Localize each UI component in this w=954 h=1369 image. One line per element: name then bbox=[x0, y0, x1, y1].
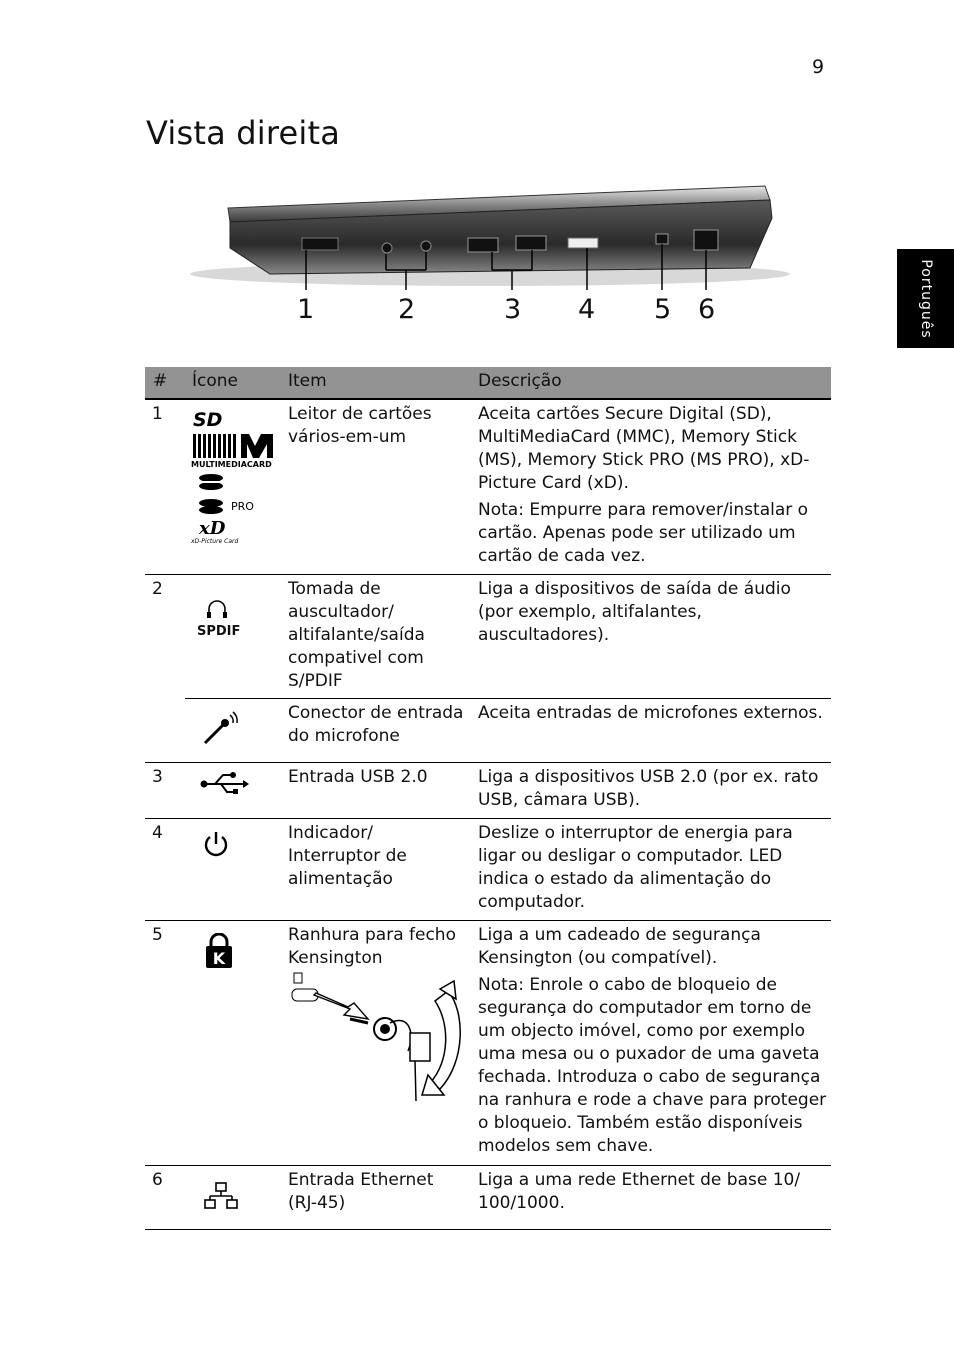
callout-2: 2 bbox=[398, 294, 416, 325]
callout-5: 5 bbox=[654, 294, 672, 325]
item-description: Liga a dispositivos USB 2.0 (por ex. rato USB, câmara USB). bbox=[478, 767, 819, 810]
description-note bbox=[478, 499, 828, 568]
language-tab-label: Português bbox=[917, 258, 934, 339]
svg-text:K: K bbox=[212, 949, 226, 968]
power-icon bbox=[203, 831, 229, 866]
row-number: 3 bbox=[152, 767, 163, 787]
description-text: Liga a um cadeado de segurança Kensington (ou compatível). bbox=[478, 925, 761, 968]
table-row bbox=[145, 575, 831, 763]
header-description: Descrição bbox=[478, 371, 562, 391]
row-number: 2 bbox=[152, 579, 163, 599]
item-description bbox=[478, 578, 828, 651]
svg-text:xD: xD bbox=[199, 518, 226, 539]
callout-3: 3 bbox=[504, 294, 522, 325]
svg-text:xD-Picture Card: xD-Picture Card bbox=[191, 538, 239, 545]
item-name: Entrada Ethernet (RJ-45) bbox=[288, 1170, 434, 1213]
laptop-right-side-illustration bbox=[190, 178, 810, 290]
note-text: Empurre para remover/instalar o cartão. Apenas pode ser utilizado um cartão de cada vez. bbox=[478, 500, 809, 566]
callout-4: 4 bbox=[578, 294, 596, 325]
item-description: Deslize o interruptor de energia para ligar ou desligar o computador. LED indica o estado da alimentação do computador. bbox=[478, 823, 793, 912]
page-title: Vista direita bbox=[146, 114, 341, 152]
description-note bbox=[478, 974, 828, 1158]
kensington-lock-illustration bbox=[290, 971, 470, 1103]
note-label: Nota: bbox=[478, 975, 524, 995]
header-icon: Ícone bbox=[192, 371, 238, 391]
ethernet-icon bbox=[203, 1182, 239, 1217]
item-name: Indicador/ Interruptor de alimentação bbox=[288, 823, 407, 889]
item-description bbox=[478, 403, 828, 572]
table-row bbox=[145, 400, 831, 575]
description-text: Liga a dispositivos de saída de áudio (por exemplo, altifalantes, auscultadores). bbox=[478, 579, 791, 645]
note-text: Enrole o cabo de bloqueio de segurança do computador em torno de um objecto imóvel, como por exemplo uma mesa ou o puxador de uma gaveta fechada. Introduza o cabo de segurança na ranhura e rode a chave para proteger o bloqueio. Também estão disponíveis modelos sem chave. bbox=[478, 975, 827, 1156]
item-description: Liga a uma rede Ethernet de base 10/ 100/1000. bbox=[478, 1170, 801, 1213]
headphone-spdif-icon bbox=[197, 599, 243, 642]
item-description bbox=[478, 924, 828, 1162]
description-text: Aceita cartões Secure Digital (SD), MultiMediaCard (MMC), Memory Stick (MS), Memory Stick PRO (MS PRO), xD-Picture Card (xD). bbox=[478, 404, 810, 493]
svg-text:MULTIMEDIACARD: MULTIMEDIACARD bbox=[191, 460, 272, 469]
table-row bbox=[145, 763, 831, 819]
row-number: 4 bbox=[152, 823, 163, 843]
ports-table bbox=[145, 367, 831, 1230]
card-reader-logos-icon bbox=[191, 406, 281, 553]
item-name: Conector de entrada do microfone bbox=[288, 703, 464, 746]
row-number: 1 bbox=[152, 404, 163, 424]
header-num: # bbox=[153, 371, 168, 391]
item-description: Aceita entradas de microfones externos. bbox=[478, 703, 823, 723]
spdif-label: SPDIF bbox=[197, 624, 241, 639]
svg-text:PRO: PRO bbox=[231, 500, 254, 513]
table-header bbox=[145, 367, 831, 400]
callout-6: 6 bbox=[698, 294, 716, 325]
table-row bbox=[145, 921, 831, 1166]
item-name: Tomada de auscultador/ altifalante/saída compativel com S/PDIF bbox=[288, 579, 425, 691]
table-subrow bbox=[185, 698, 831, 763]
callout-1: 1 bbox=[297, 294, 315, 325]
kensington-lock-icon bbox=[204, 933, 234, 976]
row-number: 6 bbox=[152, 1170, 163, 1190]
microphone-icon bbox=[203, 711, 239, 752]
usb-icon bbox=[199, 771, 249, 804]
row-number: 5 bbox=[152, 925, 163, 945]
table-row bbox=[145, 819, 831, 921]
note-label: Nota: bbox=[478, 500, 524, 520]
table-row bbox=[145, 1166, 831, 1230]
item-name: Entrada USB 2.0 bbox=[288, 767, 428, 787]
language-tab bbox=[897, 249, 954, 348]
item-name: Leitor de cartões vários-em-um bbox=[288, 404, 432, 447]
header-item: Item bbox=[288, 371, 327, 391]
page-number: 9 bbox=[812, 56, 825, 78]
svg-text:SD: SD bbox=[193, 409, 223, 431]
item-name: Ranhura para fecho Kensington bbox=[288, 925, 456, 968]
